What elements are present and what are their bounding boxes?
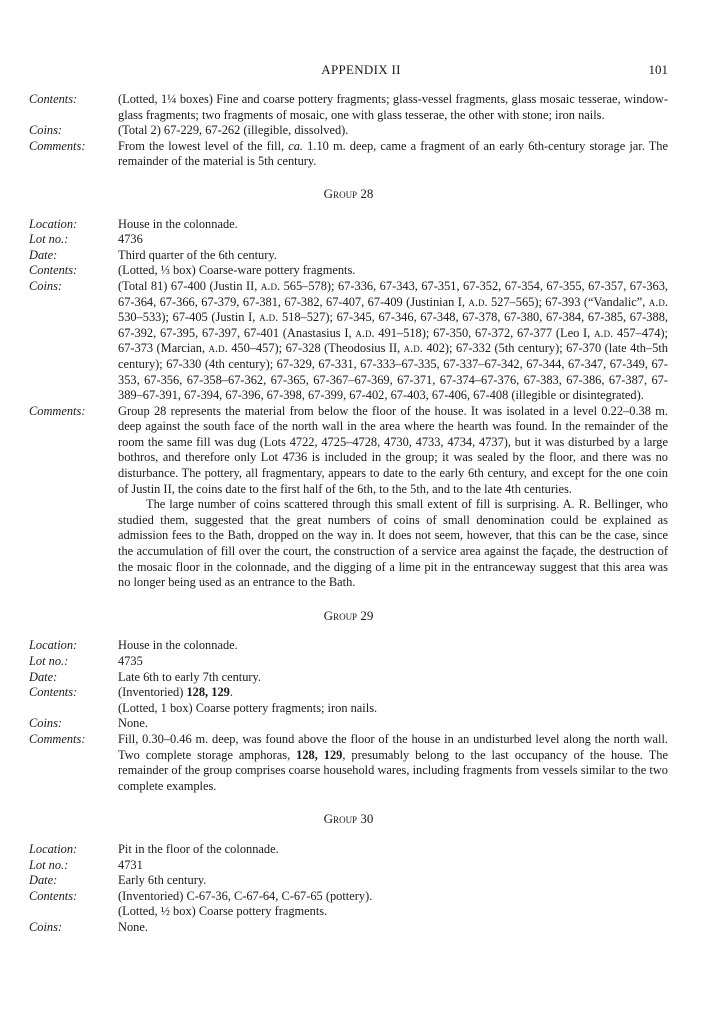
- comments-text-italic: ca.: [288, 138, 304, 153]
- coins-label: Coins:: [29, 278, 63, 293]
- coins-label: Coins:: [29, 919, 63, 934]
- intro-contents-entry: [29, 92, 668, 123]
- group-30-coins-entry: [29, 920, 668, 936]
- era-abbrev: a.d.: [403, 341, 423, 356]
- group-30-date-entry: [29, 873, 668, 889]
- contents-text: (Lotted, 1 box) Coarse pottery fragments; iron nails.: [118, 700, 378, 715]
- comments-text: [118, 139, 668, 170]
- lot-text: 4735: [118, 654, 143, 668]
- coins-label: Coins:: [29, 716, 63, 731]
- location-text: Pit in the floor of the colonnade.: [118, 841, 279, 856]
- group-29-location-entry: [29, 638, 668, 654]
- group-30-contents-entry: [29, 889, 668, 905]
- coins-text: (Total 2) 67-229, 67-262 (illegible, dissolved).: [118, 123, 349, 138]
- contents-label: Contents:: [29, 263, 78, 278]
- contents-text: (Lotted, 1¼ boxes) Fine and coarse pottery fragments; glass-vessel fragments, glass mosaic tesserae, window-glass fragments; two fragments of mosaic, one with glass tesserae, the other with stone; iron nails.: [118, 92, 668, 122]
- group-28-heading: Group 28: [323, 185, 374, 201]
- comments-label: Comments:: [29, 731, 86, 746]
- comments-text-part: 1.10 m. deep, came a fragment of an early 6th-century storage jar. The remainder of the material is 5th century.: [118, 138, 668, 169]
- catalogue-numbers: 128, 129: [296, 747, 343, 762]
- date-label: Date:: [29, 247, 58, 262]
- comments-label: Comments:: [29, 403, 86, 418]
- contents-part: (Inventoried): [118, 685, 187, 700]
- group-28-date-entry: [29, 248, 668, 264]
- contents-text: (Inventoried) C-67-36, C-67-64, C-67-65 (pottery).: [118, 888, 373, 903]
- group-28-location-entry: [29, 217, 668, 233]
- comments-text-part: From the lowest level of the fill,: [118, 138, 289, 153]
- comments-part: Fill, 0.30–0.46 m. deep, was found above the floor of the house in an undisturbed level along the north wall. Two complete storage amphoras,: [118, 731, 668, 762]
- group-29-heading: Group 29: [323, 607, 374, 623]
- group-28-lot-entry: [29, 232, 668, 248]
- lot-text: 4731: [118, 857, 143, 872]
- contents-label: Contents:: [29, 92, 78, 106]
- era-abbrev: a.d.: [355, 325, 375, 340]
- page-number: 101: [648, 62, 668, 77]
- era-abbrev: a.d.: [594, 325, 614, 340]
- coins-label: Coins:: [29, 123, 63, 138]
- lot-label: Lot no.:: [29, 232, 69, 247]
- catalogue-numbers: 128, 129: [186, 685, 230, 700]
- contents-text: (Lotted, ½ box) Coarse pottery fragments.: [118, 904, 328, 919]
- group-29-comments-entry: [29, 732, 668, 794]
- era-abbrev: a.d.: [259, 310, 279, 325]
- group-30-heading: Group 30: [323, 811, 374, 827]
- coins-part: 527–565); 67-393 (“Vandalic”,: [487, 294, 649, 309]
- lot-text: 4736: [118, 232, 143, 247]
- label-spacer: [29, 701, 118, 717]
- group-30-contents-entry-2: [29, 904, 668, 920]
- contents-label: Contents:: [29, 888, 78, 903]
- lot-label: Lot no.:: [29, 857, 69, 872]
- running-head: [0, 62, 722, 78]
- era-abbrev: a.d.: [260, 278, 281, 293]
- era-abbrev: a.d.: [468, 294, 488, 309]
- group-29-coins-entry: [29, 716, 668, 732]
- contents-label: Contents:: [29, 685, 78, 700]
- group-30-lot-entry: [29, 858, 668, 874]
- running-title: APPENDIX II: [321, 62, 401, 77]
- coins-part: 450–457); 67-328 (Theodosius II,: [227, 341, 404, 356]
- coins-part: 518–527); 67-345, 67-346, 67-348, 67-378, 67-380, 67-384, 67-385, 67-388, 67-392, 67-395, 67-397, 67-401 (Anastasius I,: [118, 310, 668, 340]
- coins-part: (Total 81) 67-400 (Justin II,: [118, 278, 261, 293]
- label-spacer: [29, 904, 118, 920]
- lot-label: Lot no.:: [29, 654, 69, 668]
- date-text: Third quarter of the 6th century.: [118, 247, 277, 262]
- comments-text: [118, 732, 668, 794]
- location-label: Location:: [29, 841, 78, 856]
- comments-label: Comments:: [29, 138, 86, 153]
- group-28-contents-entry: [29, 263, 668, 279]
- group-28-coins-entry: [29, 279, 668, 404]
- location-label: Location:: [29, 638, 78, 653]
- date-text: Early 6th century.: [118, 873, 207, 888]
- date-text: Late 6th to early 7th century.: [118, 669, 262, 684]
- date-label: Date:: [29, 669, 58, 684]
- location-text: House in the colonnade.: [118, 638, 238, 653]
- coins-text: None.: [118, 919, 148, 934]
- contents-part: .: [229, 685, 233, 700]
- group-29-contents-entry: [29, 685, 668, 701]
- coins-part: 457–474); 67-373 (Marcian,: [118, 325, 668, 356]
- location-text: House in the colonnade.: [118, 216, 238, 231]
- coins-part: 565–578); 67-336, 67-343, 67-351, 67-352, 67-354, 67-355, 67-357, 67-363, 67-364, 67-366, 67-379, 67-381, 67-382, 67-407, 67-409 (Justinian I,: [118, 278, 669, 309]
- intro-coins-entry: [29, 123, 668, 139]
- group-28-comments-entry: [29, 404, 668, 591]
- location-label: Location:: [29, 216, 78, 231]
- comments-text: [118, 404, 668, 591]
- group-29-date-entry: [29, 670, 668, 686]
- contents-text: [118, 685, 668, 701]
- coins-text: [118, 279, 668, 404]
- comments-part: , presumably belong to the last occupancy of the house. The remainder of the group comprises coarse household wares, including fragments from vessels similar to the two complete examples.: [118, 747, 668, 793]
- group-29-lot-entry: [29, 654, 668, 670]
- coins-text: None.: [118, 716, 148, 731]
- date-label: Date:: [29, 873, 58, 888]
- comments-paragraph: The large number of coins scattered through this small extent of fill is surprising. A. R. Bellinger, who studied them, suggested that the great numbers of coins of small denomination could be explained as admission fees to the Bath, dropped on the way in. It does not seem, however, that this can be the case, since the accumulation of fill over the court, the construction of a service area against the façade, the destruction of the mosaic floor in the colonnade, and the digging of a lime pit in the entranceway suggest that this area was no longer being used as an entrance to the Bath.: [118, 497, 668, 590]
- intro-comments-entry: [29, 139, 668, 170]
- contents-text: (Lotted, ⅓ box) Coarse-ware pottery fragments.: [118, 263, 356, 278]
- era-abbrev: a.d.: [208, 341, 228, 356]
- coins-part: 402); 67-332 (5th century); 67-370 (late 4th–5th century); 67-330 (4th century); 67-329, 67-331, 67-333–67-335, 67-337–67-342, 67-344, 67-347, 67-349, 67-353, 67-356, 67-358–67-362, 67-365, 67-367–67-369, 67-371, 67-374–67-376, 67-383, 67-386, 67-387, 67-389–67-391, 67-394, 67-396, 67-398, 67-399, 67-402, 67-403, 67-406, 67-408 (illegible or disintegrated).: [118, 341, 668, 403]
- era-abbrev: a.d.: [648, 294, 668, 309]
- coins-part: 491–518); 67-350, 67-372, 67-377 (Leo I,: [374, 325, 595, 340]
- comments-paragraph: Group 28 represents the material from below the floor of the house. It was isolated in a level 0.22–0.38 m. deep against the south face of the north wall in the area where the hearth was found. In the remainder of the room the same fill was dug (Lots 4722, 4725–4728, 4730, 4733, 4734, 4737), but it was disturbed by a large bothros, and therefore only Lot 4736 is included in the group; it was sealed by the floor, and there was no disturbance. The pottery, all fragmentary, appears to date to the early 6th century, and except for the one coin of Justin II, the coins date to the first half of the 6th, to the 5th, and to the late 4th centuries.: [118, 403, 668, 496]
- group-29-contents-entry-2: [29, 701, 668, 717]
- coins-part: 530–533); 67-405 (Justin I,: [118, 310, 260, 325]
- group-30-location-entry: [29, 842, 668, 858]
- page-content: [29, 92, 668, 936]
